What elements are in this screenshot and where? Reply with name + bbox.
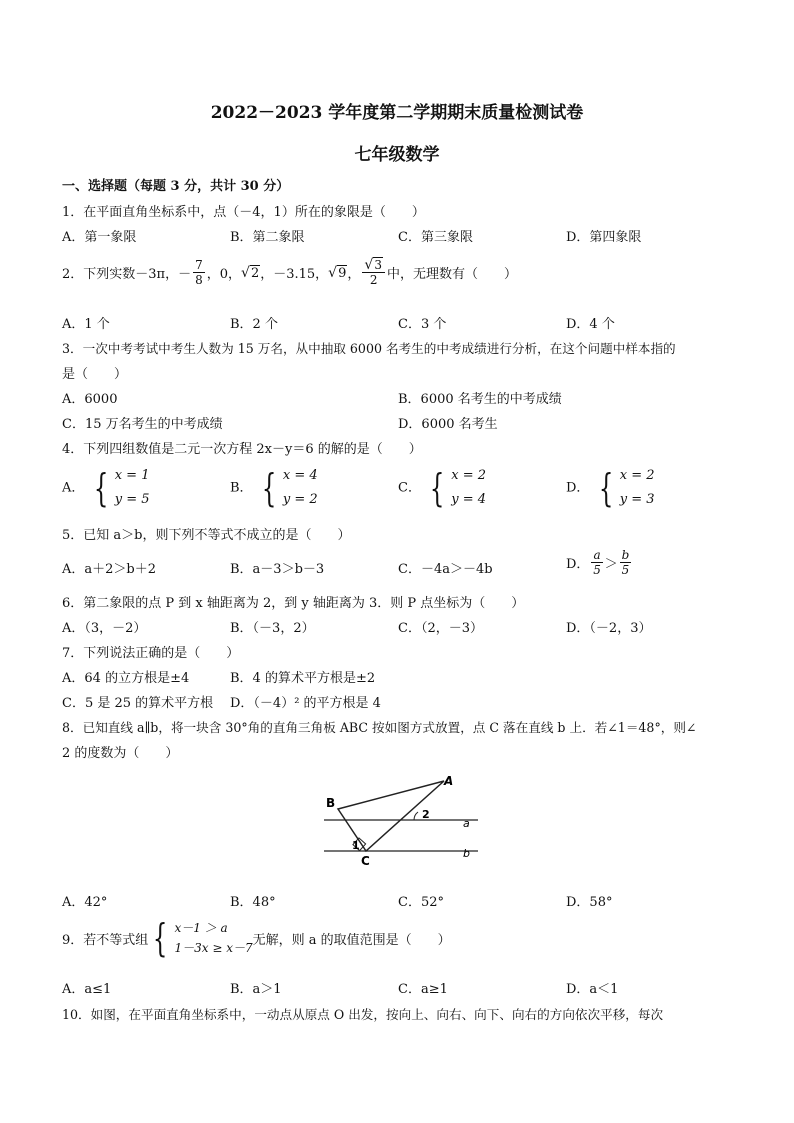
q4-option-c (398, 464, 486, 512)
q6-option-c: C．（2，－3） (398, 621, 483, 636)
q4-option-d (566, 464, 655, 512)
q5-d-left-den: 5 (593, 563, 601, 577)
label-angle-2: 2 (422, 808, 430, 821)
q2-option-b: B．2 个 (230, 317, 278, 332)
q3-option-d: D．6000 名考生 (398, 417, 498, 432)
q2-option-d: D．4 个 (566, 317, 615, 332)
q4-option-b (230, 464, 318, 512)
q2-mid1: ，0， (206, 267, 242, 282)
q4-option-c-label: C． (398, 480, 421, 496)
q1-option-a: A．第一象限 (62, 230, 137, 245)
page-subtitle: 七年级数学 (354, 145, 440, 165)
q5-d-right-num: b (621, 548, 630, 562)
q2-radical-sign-2: √ (328, 264, 338, 281)
q1-option-c: C．第三象限 (398, 230, 473, 245)
q9-option-a: A．a≤1 (62, 982, 112, 997)
angle-2-arc (414, 812, 418, 820)
q2-option-a: A．1 个 (62, 317, 110, 332)
q5-d-left-num: a (593, 548, 601, 562)
brace-icon: { (153, 916, 168, 960)
brace-icon: { (598, 466, 613, 510)
q4-option-a-system (89, 464, 150, 512)
label-b: B (326, 796, 336, 810)
question-5-stem: 5．已知 a＞b，则下列不等式不成立的是（ ） (62, 528, 351, 543)
q3-option-b: B．6000 名考生的中考成绩 (398, 392, 562, 407)
q8-option-a: A．42° (62, 895, 108, 910)
question-9-stem (62, 918, 451, 958)
q2-frac2-den: 2 (369, 273, 378, 287)
question-6-stem: 6．第二象限的点 P 到 x 轴距离为 2，到 y 轴距离为 3．则 P 点坐标为（ ） (62, 596, 525, 611)
q3-option-a: A．6000 (62, 392, 118, 407)
q2-suffix: 中，无理数有（ ） (386, 267, 517, 282)
q2-fraction-sqrt3-2 (362, 258, 385, 287)
q5-option-b: B．a－3＞b－3 (230, 562, 325, 577)
q7-option-d: D．（－4）² 的平方根是 4 (230, 696, 381, 711)
q4-option-a-label: A． (62, 480, 85, 496)
q8-option-b: B．48° (230, 895, 276, 910)
q9-system (148, 918, 252, 958)
q2-frac1-num: 7 (195, 258, 203, 272)
q1-option-b: B．第二象限 (230, 230, 305, 245)
q6-option-a: A．（3，－2） (62, 621, 147, 636)
question-4-stem: 4．下列四组数值是二元一次方程 2x－y＝6 的解的是（ ） (62, 442, 422, 457)
q4-option-b-label: B． (230, 480, 253, 496)
q7-option-c: C．5 是 25 的算术平方根 (62, 696, 214, 711)
q4-option-d-label: D． (566, 480, 590, 496)
section-heading: 一、选择题（每题 3 分，共计 30 分） (62, 179, 290, 194)
brace-icon: { (429, 466, 445, 510)
q9-prefix: 9．若不等式组 (62, 932, 149, 948)
q4-d-row1: x = 2 (619, 468, 655, 483)
q4-option-c-system (425, 464, 486, 512)
q2-frac2-num-wrap (362, 258, 385, 273)
question-10-stem: 10．如图，在平面直角坐标系中，一动点从原点 O 出发，按向上、向右、向下、向右的方向依次平移，每次 (62, 1007, 664, 1022)
q1-option-d: D．第四象限 (566, 230, 642, 245)
q6-option-d: D．（－2，3） (566, 621, 652, 636)
q9-option-b: B．a＞1 (230, 982, 282, 997)
q4-b-row1: x = 4 (282, 468, 318, 483)
q4-option-d-system (594, 464, 655, 512)
q7-option-b: B．4 的算术平方根是±2 (230, 671, 376, 686)
question-3-stem-line2: 是（ ） (62, 367, 128, 382)
q5-option-d (566, 548, 633, 577)
q5-option-c: C．－4a＞－4b (398, 562, 493, 577)
question-2-stem (62, 258, 517, 287)
page-title: 2022－2023 学年度第二学期期末质量检测试卷 (210, 103, 584, 123)
q2-mid3: ， (347, 267, 361, 282)
q5-d-right-fraction (620, 548, 632, 577)
label-line-b: b (463, 847, 470, 860)
q7-option-a: A．64 的立方根是±4 (62, 671, 190, 686)
q2-option-c: C．3 个 (398, 317, 447, 332)
q4-option-a (62, 464, 150, 512)
q2-fraction-7-8 (193, 258, 205, 287)
label-line-a: a (463, 817, 470, 830)
q6-option-b: B．（－3，2） (230, 621, 315, 636)
q2-frac1-den: 8 (195, 273, 203, 287)
q5-option-a: A．a＋2＞b＋2 (62, 562, 157, 577)
q2-sqrt9: 9 (338, 265, 347, 281)
label-a-point: A (444, 774, 454, 788)
q9-row1: x－1 ＞ a (174, 921, 228, 935)
q4-c-row2: y = 4 (451, 492, 487, 507)
label-angle-1: 1 (352, 839, 360, 852)
q3-option-c: C．15 万名考生的中考成绩 (62, 417, 223, 432)
q5-option-d-label: D． (566, 557, 590, 572)
q4-b-row2: y = 2 (282, 492, 318, 507)
q2-radical-sign-3: √ (364, 257, 374, 273)
q4-d-row2: y = 3 (619, 492, 655, 507)
q5-d-right-den: 5 (621, 563, 630, 577)
brace-icon: { (93, 466, 108, 510)
q8-triangle-figure (318, 768, 488, 868)
q8-option-c: C．52° (398, 895, 444, 910)
q9-suffix: 无解，则 a 的取值范围是（ ） (252, 932, 451, 948)
q9-option-c: C．a≥1 (398, 982, 448, 997)
q4-a-row1: x = 1 (114, 468, 150, 483)
question-1-stem: 1．在平面直角坐标系中，点（－4，1）所在的象限是（ ） (62, 205, 425, 220)
q2-frac2-num: 3 (374, 258, 382, 272)
brace-icon: { (261, 466, 277, 510)
q4-a-row2: y = 5 (114, 492, 150, 507)
q5-d-left-fraction (591, 548, 602, 577)
question-7-stem: 7．下列说法正确的是（ ） (62, 646, 240, 661)
question-8-stem-line1: 8．已知直线 a∥b，将一块含 30°角的直角三角板 ABC 按如图方式放置，点 C 落在直线 b 上．若∠1＝48°，则∠ (62, 720, 697, 735)
q4-c-row1: x = 2 (451, 468, 487, 483)
q9-row2: 1－3x ≥ x－7 (174, 941, 253, 955)
q2-prefix: 2．下列实数－3π，－ (62, 267, 192, 282)
q5-d-op: ＞ (604, 557, 618, 572)
q9-option-d: D．a＜1 (566, 982, 619, 997)
q4-option-b-system (257, 464, 318, 512)
question-3-stem-line1: 3．一次中考考试中考生人数为 15 万名，从中抽取 6000 名考生的中考成绩进行分析，在这个问题中样本指的 (62, 341, 676, 356)
q2-mid2: ，－3.15， (260, 267, 329, 282)
question-8-stem-line2: 2 的度数为（ ） (62, 746, 179, 761)
label-c: C (361, 854, 370, 868)
q2-radical-sign: √ (241, 264, 250, 281)
q2-sqrt2: 2 (250, 265, 260, 281)
q8-option-d: D．58° (566, 895, 613, 910)
